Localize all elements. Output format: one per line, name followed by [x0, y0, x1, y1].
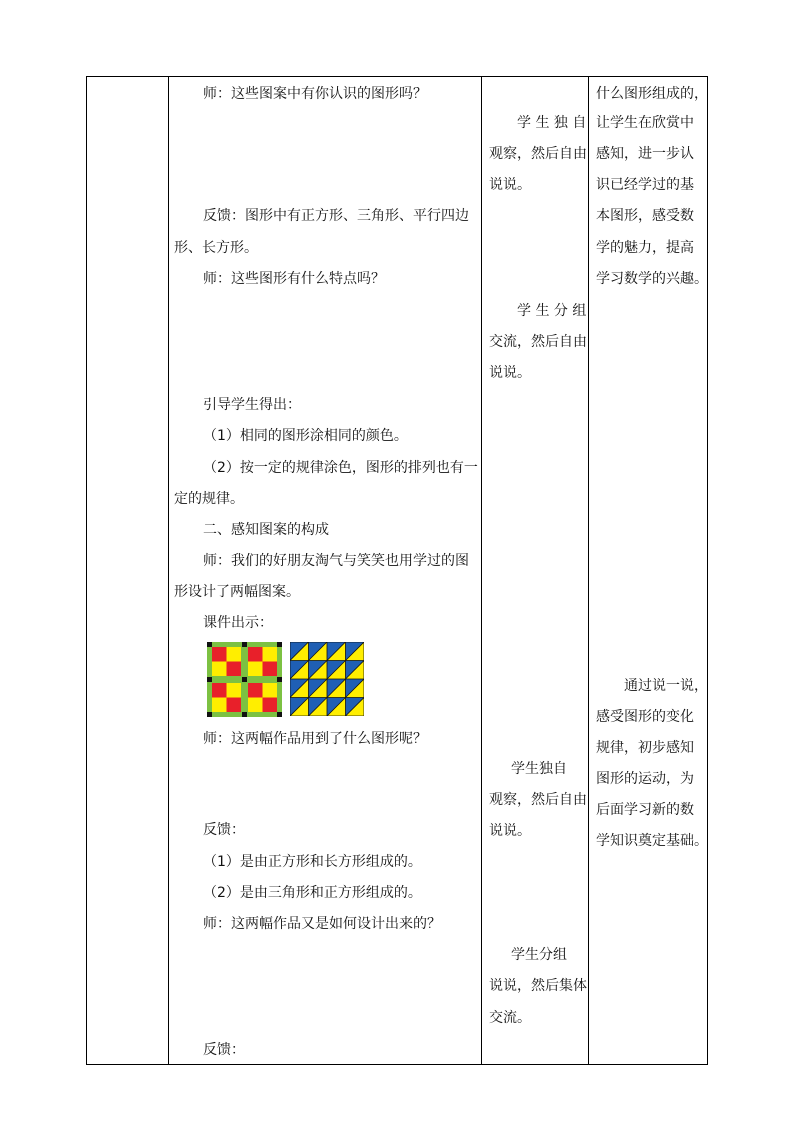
red-square	[212, 683, 227, 698]
black-joint	[242, 642, 247, 647]
feedback-1-line-1: 反馈：图形中有正方形、三角形、平行四边	[203, 208, 469, 224]
guide-text: 引导学生得出：	[203, 397, 301, 413]
table-right-border	[707, 76, 708, 1065]
feedback-2: 反馈：	[203, 822, 245, 838]
column-divider-2	[481, 76, 482, 1065]
teacher-question-5: 师：这两幅作品又是如何设计出来的？	[203, 916, 441, 932]
column-divider-3	[588, 76, 589, 1065]
column-divider-1	[168, 76, 169, 1065]
intent-1-line-3: 感知，进一步认	[596, 146, 694, 162]
activity-2-line-1: 学 生 分 组	[517, 303, 587, 319]
activity-2-line-3: 说说。	[489, 365, 531, 381]
intent-2-line-6: 学知识奠定基础。	[596, 833, 708, 849]
intent-1-line-4: 识已经学过的基	[596, 177, 694, 193]
black-joint	[207, 712, 212, 717]
activity-4-line-1: 学生分组	[511, 947, 567, 963]
intent-2-line-5: 后面学习新的数	[596, 802, 694, 818]
courseware-label: 课件出示：	[203, 615, 273, 631]
feedback-3: 反馈：	[203, 1042, 245, 1058]
teacher-question-2: 师：这些图形有什么特点吗？	[203, 271, 385, 287]
intent-2-line-4: 图形的运动，为	[596, 771, 694, 787]
table-bottom-border	[86, 1064, 708, 1065]
intent-1-line-5: 本图形，感受数	[596, 208, 694, 224]
feedback-1-line-2: 形、长方形。	[174, 240, 258, 256]
intent-2-line-1: 通过说一说，	[624, 678, 708, 694]
red-square	[212, 647, 227, 662]
yellow-square	[248, 698, 263, 713]
intent-1-line-2: 让学生在欣赏中	[596, 115, 694, 131]
red-square	[263, 662, 278, 677]
intent-1-line-1: 什么图形组成的，	[596, 86, 708, 102]
teacher-question-4: 师：这两幅作品用到了什么图形呢？	[203, 731, 427, 747]
teacher-question-1: 师：这些图案中有你认识的图形吗？	[203, 86, 427, 102]
triangle-pattern-image	[290, 642, 364, 716]
red-square	[248, 683, 263, 698]
teacher-question-3-line-2: 形设计了两幅图案。	[174, 584, 300, 600]
activity-1-line-2: 观察，然后自由	[489, 146, 587, 162]
activity-4-line-3: 交流。	[489, 1010, 531, 1026]
intent-1-line-7: 学习数学的兴趣。	[596, 271, 708, 287]
activity-3-line-1: 学生独自	[511, 761, 567, 777]
answer-1: （1）是由正方形和长方形组成的。	[203, 854, 422, 870]
checker-pattern-image	[207, 642, 282, 717]
intent-2-line-3: 规律，初步感知	[596, 740, 694, 756]
activity-1-line-1: 学 生 独 自	[517, 115, 587, 131]
answer-2: （2）是由三角形和正方形组成的。	[203, 885, 422, 901]
black-joint	[277, 677, 282, 682]
red-square	[227, 662, 242, 677]
teacher-question-3-line-1: 师：我们的好朋友淘气与笑笑也用学过的图	[203, 553, 469, 569]
intent-2-line-2: 感受图形的变化	[596, 709, 694, 725]
point-1: （1）相同的图形涂相同的颜色。	[203, 428, 408, 444]
black-joint	[242, 677, 247, 682]
red-square	[263, 698, 278, 713]
yellow-square	[212, 662, 227, 677]
black-joint	[277, 712, 282, 717]
black-joint	[242, 712, 247, 717]
black-joint	[207, 677, 212, 682]
yellow-square	[263, 683, 278, 698]
table-left-border	[86, 76, 87, 1065]
activity-4-line-2: 说说，然后集体	[489, 978, 587, 994]
yellow-square	[263, 647, 278, 662]
point-2-line-1: （2）按一定的规律涂色，图形的排列也有一	[203, 460, 478, 476]
table-top-border	[86, 76, 708, 77]
activity-3-line-2: 观察，然后自由	[489, 792, 587, 808]
red-square	[227, 698, 242, 713]
activity-3-line-3: 说说。	[489, 823, 531, 839]
point-2-line-2: 定的规律。	[174, 491, 244, 507]
yellow-square	[227, 647, 242, 662]
red-square	[248, 647, 263, 662]
yellow-square	[248, 662, 263, 677]
section-heading: 二、感知图案的构成	[203, 522, 329, 538]
black-joint	[207, 642, 212, 647]
yellow-square	[227, 683, 242, 698]
activity-1-line-3: 说说。	[489, 177, 531, 193]
yellow-square	[212, 698, 227, 713]
intent-1-line-6: 学的魅力，提高	[596, 240, 694, 256]
activity-2-line-2: 交流，然后自由	[489, 334, 587, 350]
black-joint	[277, 642, 282, 647]
